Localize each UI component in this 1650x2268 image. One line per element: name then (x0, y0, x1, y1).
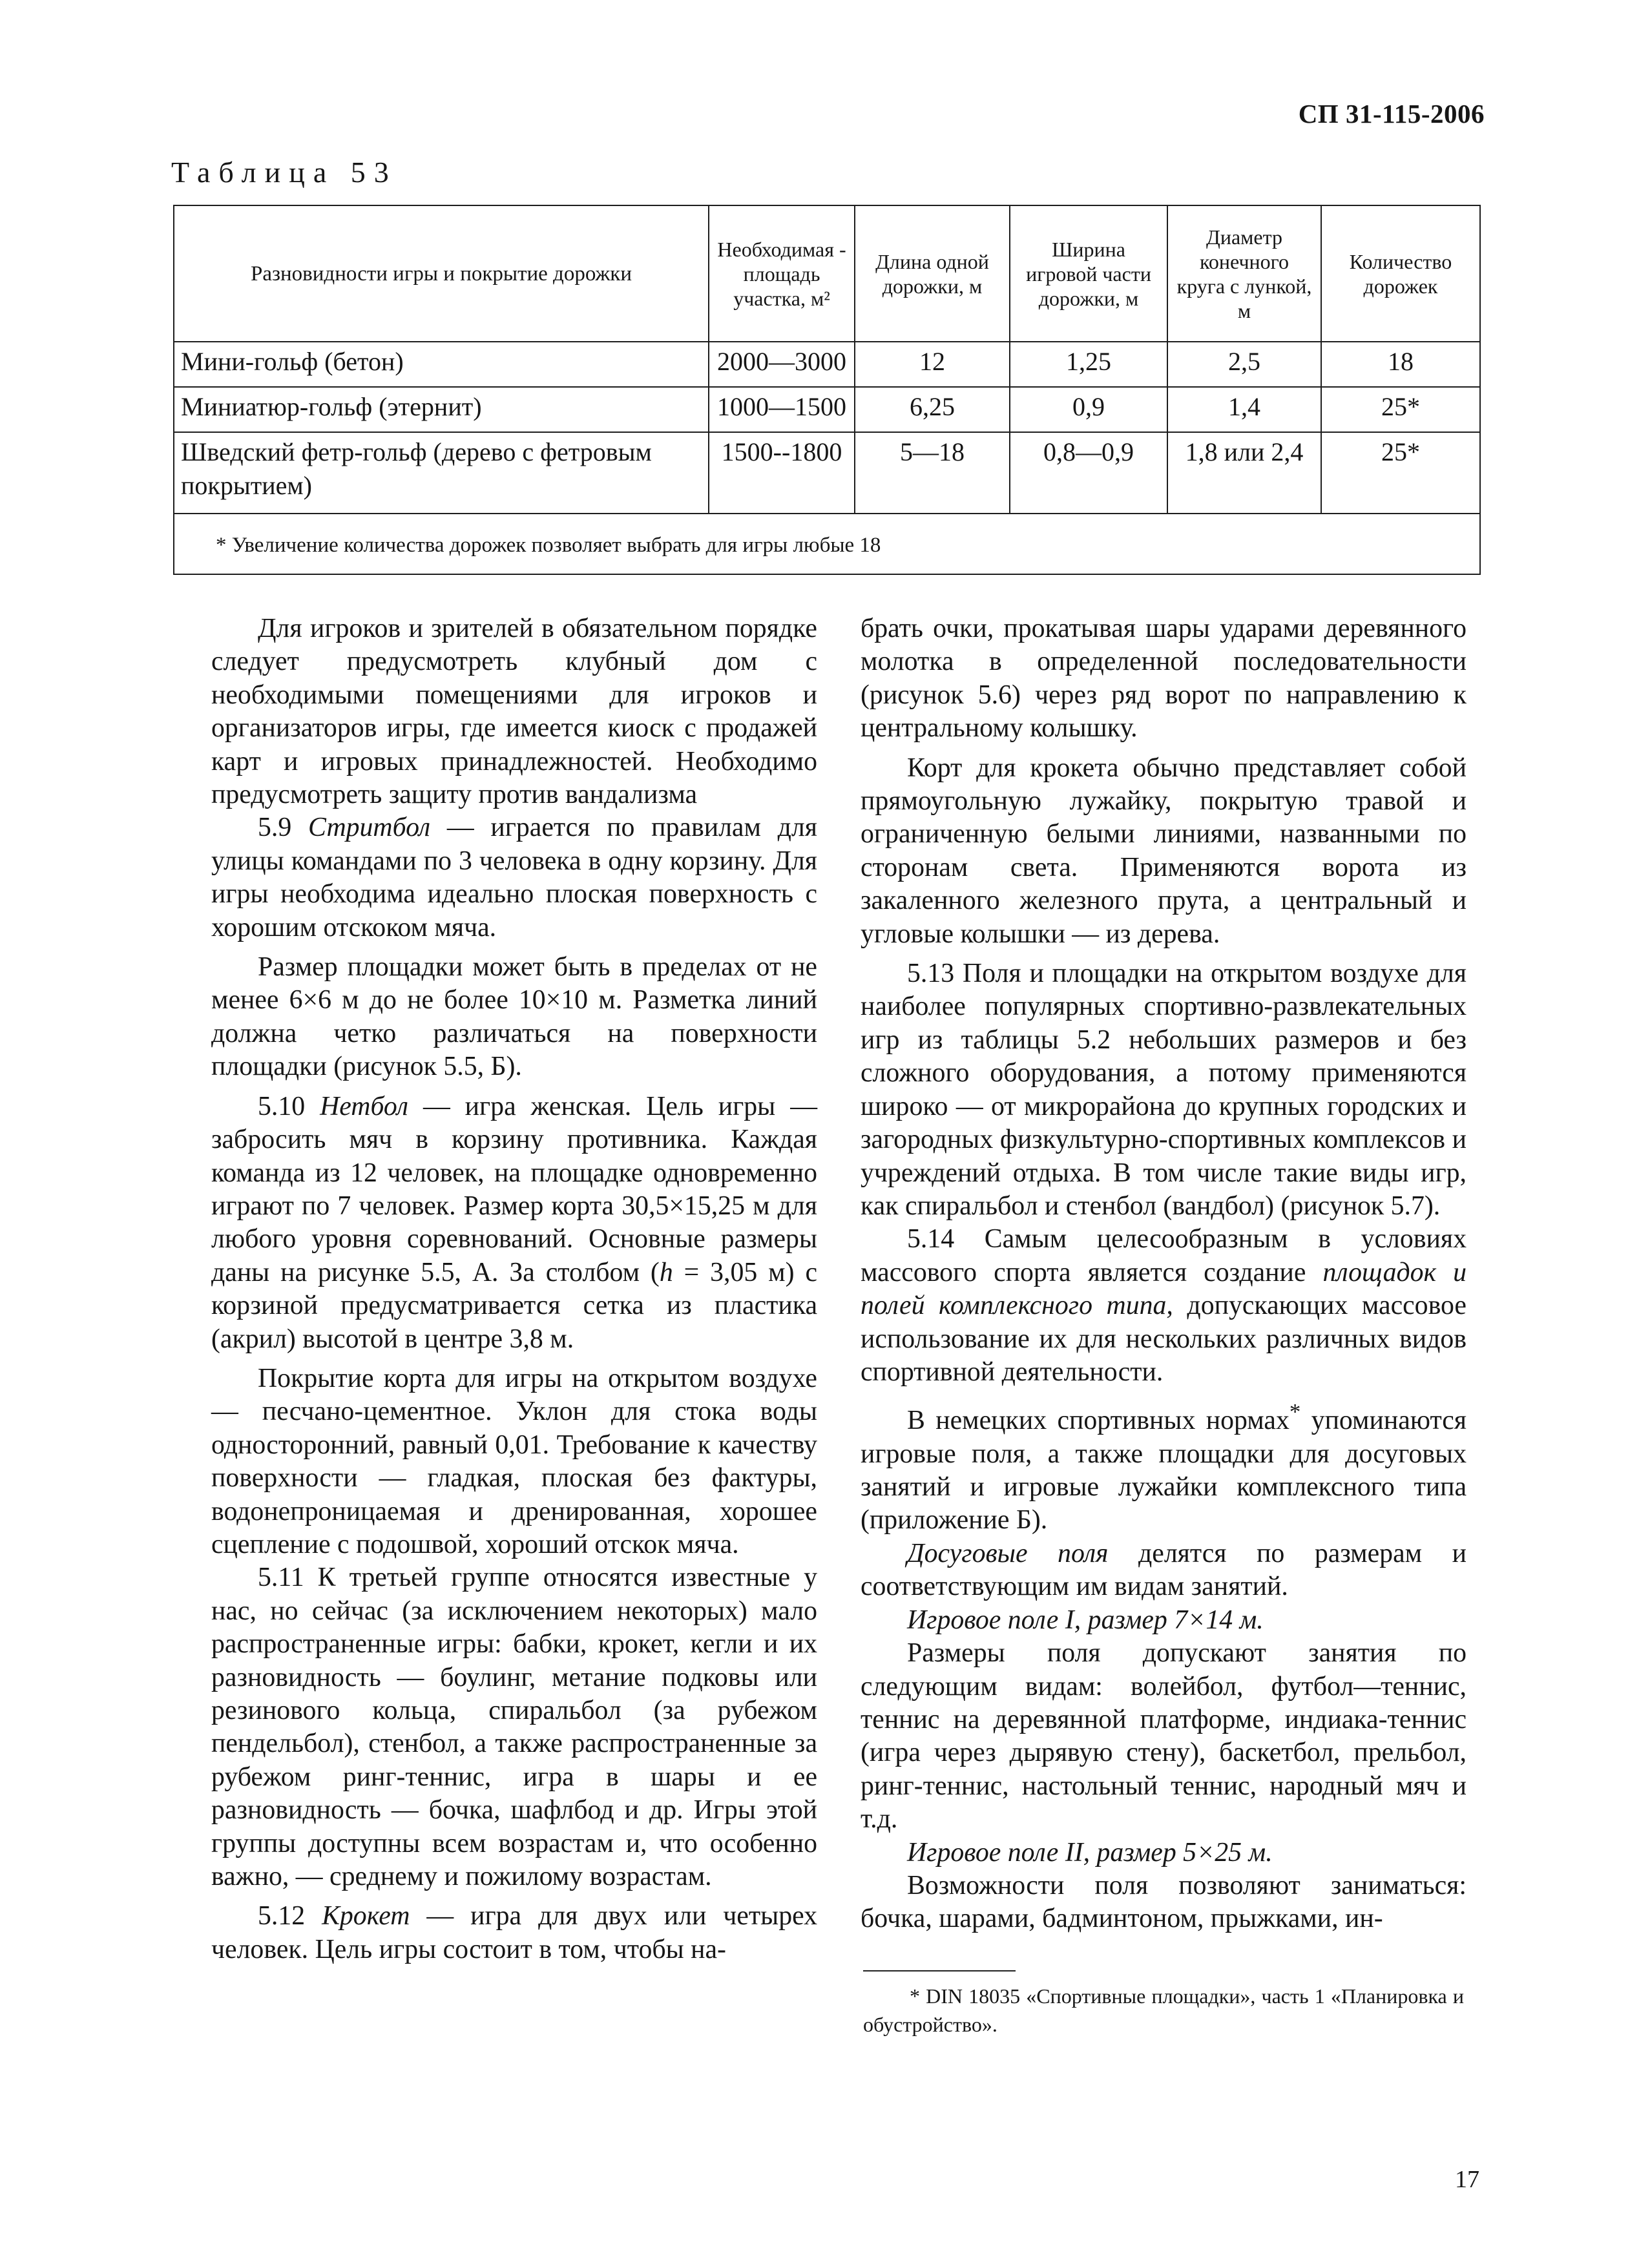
page-footnote: * DIN 18035 «Спортивные площадки», часть 1 «Планировка и обустройство». (863, 1984, 1464, 2036)
table-cell: 1500--1800 (709, 432, 855, 514)
table-cell: 1,4 (1167, 387, 1321, 432)
column-header: Ширина игровой части дорожки, м (1010, 205, 1167, 342)
page-number: 17 (1455, 2166, 1479, 2193)
table-footnote-row (174, 514, 1480, 574)
paragraph (861, 1395, 1467, 1537)
paragraph (211, 1090, 817, 1356)
table-cell: 25* (1321, 387, 1480, 432)
term: Крокет (322, 1901, 410, 1931)
left-column (211, 612, 817, 1966)
table-cell: 1000—1500 (709, 387, 855, 432)
table-cell: Шведский фетр-гольф (дерево с фетровым покрытием) (174, 432, 709, 514)
right-column (861, 612, 1467, 1936)
table-cell: 2,5 (1167, 342, 1321, 387)
column-header: Необходимая - площадь участка, м² (709, 205, 855, 342)
paragraph-text: допускающих массовое использование их для нескольких различных видов спортивной деятельности. (861, 1291, 1467, 1387)
subheading-text: Игровое поле I, размер 7×14 м. (907, 1605, 1264, 1635)
table-cell: 18 (1321, 342, 1480, 387)
paragraph: Покрытие корта для игры на открытом воздухе — песчано-цементное. Уклон для стока воды односторонний, равный 0,01. Требование к качеству поверхности — гладкая, плоская без фактуры, водонепроницаемая и дренированная, хорошее сцепление с подошвой, хороший отскок мяча. (211, 1363, 817, 1559)
paragraph-text: делятся по размерам и соответствующим им видам занятий. (861, 1538, 1467, 1602)
golf-table (173, 205, 1481, 575)
paragraph-text: = 3,05 м) с корзиной предусматривается сетка из пластика (акрил) высотой в центре 3,8 м. (211, 1257, 817, 1354)
paragraph (861, 1537, 1467, 1604)
paragraph-text: упоминаются игровые поля, а также площадки для досуговых занятий и игровые лужайки комплексного типа (приложение Б). (861, 1406, 1467, 1535)
table-row (174, 387, 1480, 432)
footnote-mark: * (1289, 1399, 1301, 1425)
paragraph: Для игроков и зрителей в обязательном порядке следует предусмотреть клубный дом с необходимыми помещениями для игроков и организаторов игры, где имеется киоск с продажей карт и игровых принадлежностей. Необходимо предусмотреть защиту против вандализма (211, 614, 817, 810)
table-cell: 1,8 или 2,4 (1167, 432, 1321, 514)
section-number: 5.9 (258, 813, 292, 843)
table-cell: Мини-гольф (бетон) (174, 342, 709, 387)
term: Нетбол (320, 1091, 409, 1121)
paragraph: Размер площадки может быть в пределах от не менее 6×6 м до не более 10×10 м. Разметка линий должна четко различаться на поверхности площадки (рисунок 5.5, Б). (211, 952, 817, 1082)
paragraph: 5.11 К третьей группе относятся известные у нас, но сейчас (за исключением некоторых) мало распространенные игры: бабки, крокет, кегли и их разновидность — боулинг, метание подковы или резинового кольца, спиральбол (за рубежом пендельбол), стенбол, а также распространенные за рубежом ринг-теннис, игра в шары и ее разновидность — бочка, шафлбод и др. Игры этой группы доступны всем возрастам и, что особенно важно, — среднему и пожилому возрастам. (211, 1563, 817, 1892)
paragraph: Размеры поля допускают занятия по следующим видам: волейбол, футбол—теннис, теннис на деревянной платформе, индиака-теннис (игра через дырявую стену), баскетбол, прельбол, ринг-теннис, настольный теннис, народный мяч и т.д. (861, 1638, 1467, 1835)
table-cell: 0,8—0,9 (1010, 432, 1167, 514)
term: Стритбол (308, 813, 431, 843)
paragraph: Возможности поля позволяют заниматься: бочка, шарами, бадминтоном, прыжками, ин- (861, 1870, 1467, 1934)
column-header: Длина одной дорожки, м (855, 205, 1010, 342)
column-header: Разновидности игры и покрытие дорожки (174, 205, 709, 342)
subheading (861, 1604, 1467, 1637)
table-cell: 2000—3000 (709, 342, 855, 387)
table-cell: 12 (855, 342, 1010, 387)
table-caption: Таблица 53 (171, 156, 397, 189)
term: Досуговые поля (907, 1538, 1109, 1568)
table-cell: 25* (1321, 432, 1480, 514)
paragraph: 5.13 Поля и площадки на открытом воздухе для наиболее популярных спортивно-развлекательных игр из таблицы 5.2 небольших размеров и без сложного оборудования, а потому применяются широко — от микрорайона до крупных городских и загородных физкультурно-спортивных комплексов и учреждений отдыха. В том числе такие виды игр, как спиральбол и стенбол (вандбол) (рисунок 5.7). (861, 959, 1467, 1221)
table-row (174, 432, 1480, 514)
section-number: 5.12 (258, 1901, 306, 1931)
subheading-text: Игровое поле II, размер 5×25 м. (907, 1837, 1273, 1867)
paragraph-text: — игра женская. Цель игры — забросить мяч в корзину противника. Каждая команда из 12 человек, на площадке одновременно играют по 7 человек. Размер корта 30,5×15,25 м для любого уровня соревнований. Основные размеры даны на рисунке 5.5, А. За столбом ( (211, 1091, 817, 1287)
paragraph-text: — игра для двух или четырех человек. Цель игры состоит в том, чтобы на- (211, 1901, 818, 1964)
paragraph (211, 1900, 817, 1966)
table-cell: 0,9 (1010, 387, 1167, 432)
paragraph (861, 1223, 1467, 1389)
subheading (861, 1836, 1467, 1869)
document-code: СП 31-115-2006 (1298, 99, 1485, 129)
table-cell: 6,25 (855, 387, 1010, 432)
paragraph-text: — играется по правилам для улицы командами по 3 человека в одну корзину. Для игры необходима идеально плоская поверхность с хорошим отскоком мяча. (211, 813, 817, 942)
table-footnote: * Увеличение количества дорожек позволяет выбрать для игры любые 18 (174, 514, 1480, 574)
formula-variable: h (659, 1257, 673, 1287)
column-header: Диаметр конечного круга с лункой, м (1167, 205, 1321, 342)
paragraph (211, 811, 817, 944)
table-cell: 1,25 (1010, 342, 1167, 387)
column-header: Количество дорожек (1321, 205, 1480, 342)
table-cell: Миниатюр-гольф (этернит) (174, 387, 709, 432)
table-cell: 5—18 (855, 432, 1010, 514)
paragraph: Корт для крокета обычно представляет собой прямоугольную лужайку, покрытую травой и ограниченную белыми линиями, названными по сторонам света. Применяются ворота из закаленного железного прута, а центральный и угловые колышки — из дерева. (861, 753, 1467, 949)
section-number: 5.10 (258, 1091, 306, 1121)
table-row (174, 342, 1480, 387)
footnote-divider (863, 1970, 1016, 1971)
paragraph-text: 5.14 Самым целесообразным в условиях массового спорта является создание (861, 1224, 1467, 1287)
paragraph: брать очки, прокатывая шары ударами деревянного молотка в определенной последовательности (рисунок 5.6) через ряд ворот по направлению к центральному колышку. (861, 614, 1467, 744)
table-header-row (174, 205, 1480, 342)
paragraph-text: В немецких спортивных нормах (907, 1406, 1290, 1436)
term: площадок и полей комплексного типа, (861, 1257, 1467, 1321)
